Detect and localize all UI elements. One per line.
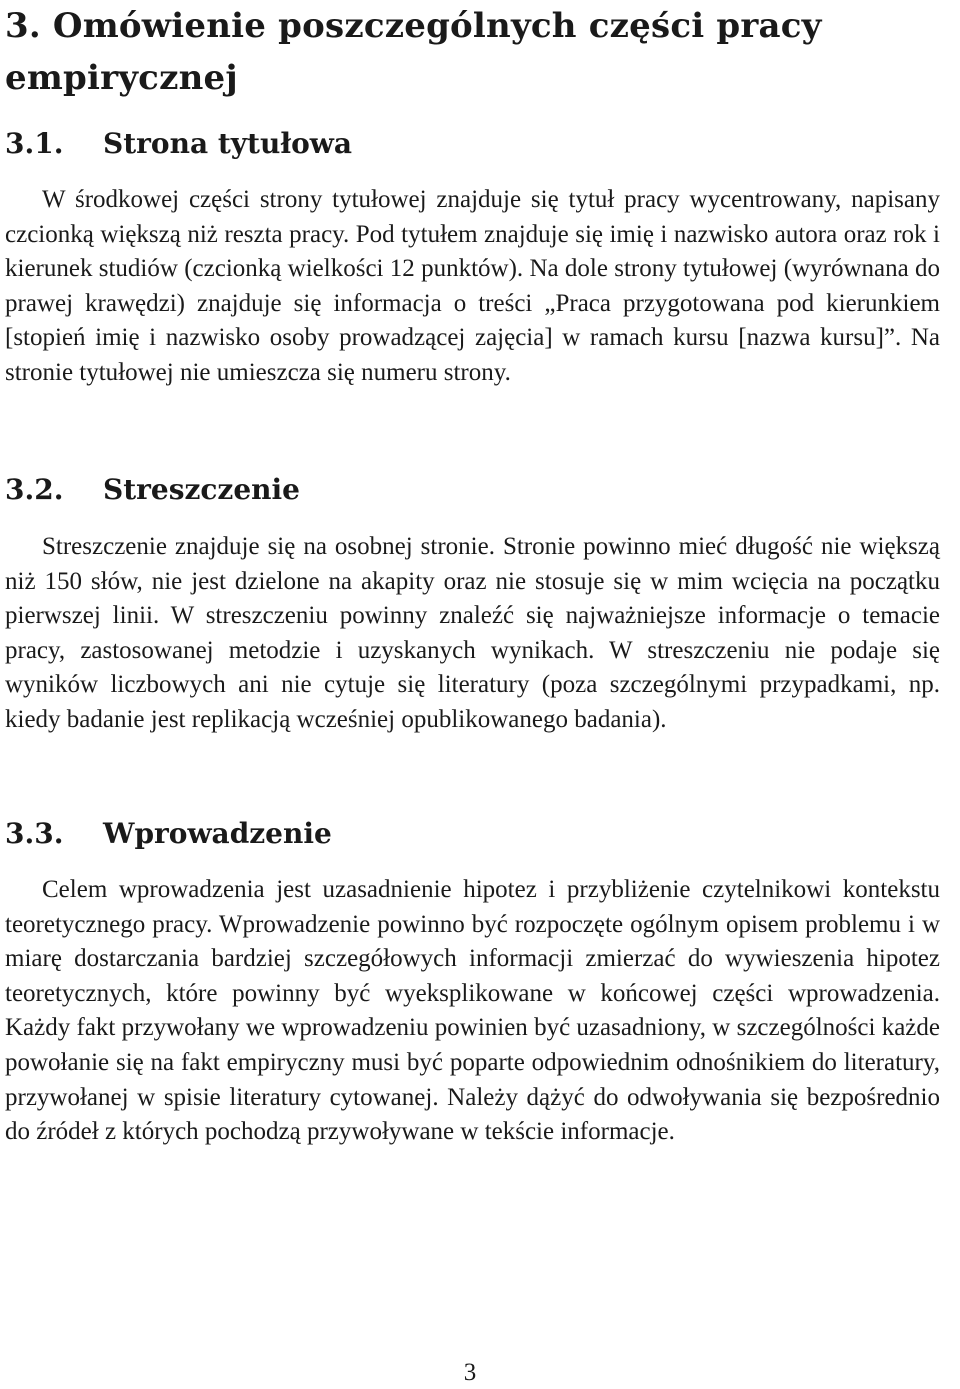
section-heading-title-page xyxy=(5,124,352,164)
paragraph-title-page: W środkowej części strony tytułowej znajduje się tytuł pracy wycentrowany, napisany czcionką większą niż reszta pracy. Pod tytułem znajduje się imię i nazwisko autora oraz rok i kierunek studiów (czcionką wielkości 12 punktów). Na dole strony tytułowej (wyrównana do prawej krawędzi) znajduje się informacja o treści „Praca przygotowana pod kierunkiem [stopień imię i nazwisko osoby prowadzącej zajęcia] w ramach kursu [nazwa kursu]”. Na stronie tytułowej nie umieszcza się numeru strony. xyxy=(5,186,940,386)
paragraph-abstract: Streszczenie znajduje się na osobnej stronie. Stronie powinno mieć długość nie większą niż 150 słów, nie jest dzielone na akapity oraz nie stosuje się w mim wcięcia na początku pierwszej linii. W streszczeniu powinny znaleźć się najważniejsze informacje o temacie pracy, zastosowanej metodzie i uzyskanych wynikach. W streszczeniu nie podaje się wyników liczbowych ani nie cytuje się literatury (poza szczególnymi przypadkami, np. kiedy badanie jest replikacją wcześniej opublikowanego badania). xyxy=(5,533,940,733)
chapter-title: 3. Omówienie poszczególnych części pracy empirycznej xyxy=(5,6,822,98)
section-number: 3.1. xyxy=(5,127,64,160)
section-title: Wprowadzenie xyxy=(103,817,332,850)
section-title: Strona tytułowa xyxy=(103,127,353,160)
section-heading-introduction xyxy=(5,814,332,854)
section-heading-abstract xyxy=(5,470,300,510)
section-number: 3.2. xyxy=(5,473,64,506)
section-number: 3.3. xyxy=(5,817,64,850)
page-number: 3 xyxy=(463,1359,477,1386)
section-title: Streszczenie xyxy=(103,473,300,506)
paragraph-introduction: Celem wprowadzenia jest uzasadnienie hipotez i przybliżenie czytelnikowi kontekstu teoretycznego pracy. Wprowadzenie powinno być rozpoczęte ogólnym opisem problemu i w miarę dostarczania bardziej szczegółowych informacji zmierzać do wywieszenia hipotez teoretycznych, które powinny być wyeksplikowane w końcowej części wprowadzenia. Każdy fakt przywołany we wprowadzeniu powinien być uzasadniony, w szczególności każde powołanie się na fakt empiryczny musi być poparte odpowiednim odnośnikiem do literatury, przywołanej w spisie literatury cytowanej. Należy dążyć do odwoływania się bezpośrednio do źródeł z których pochodzą przywoływane w tekście informacje. xyxy=(5,876,940,1146)
